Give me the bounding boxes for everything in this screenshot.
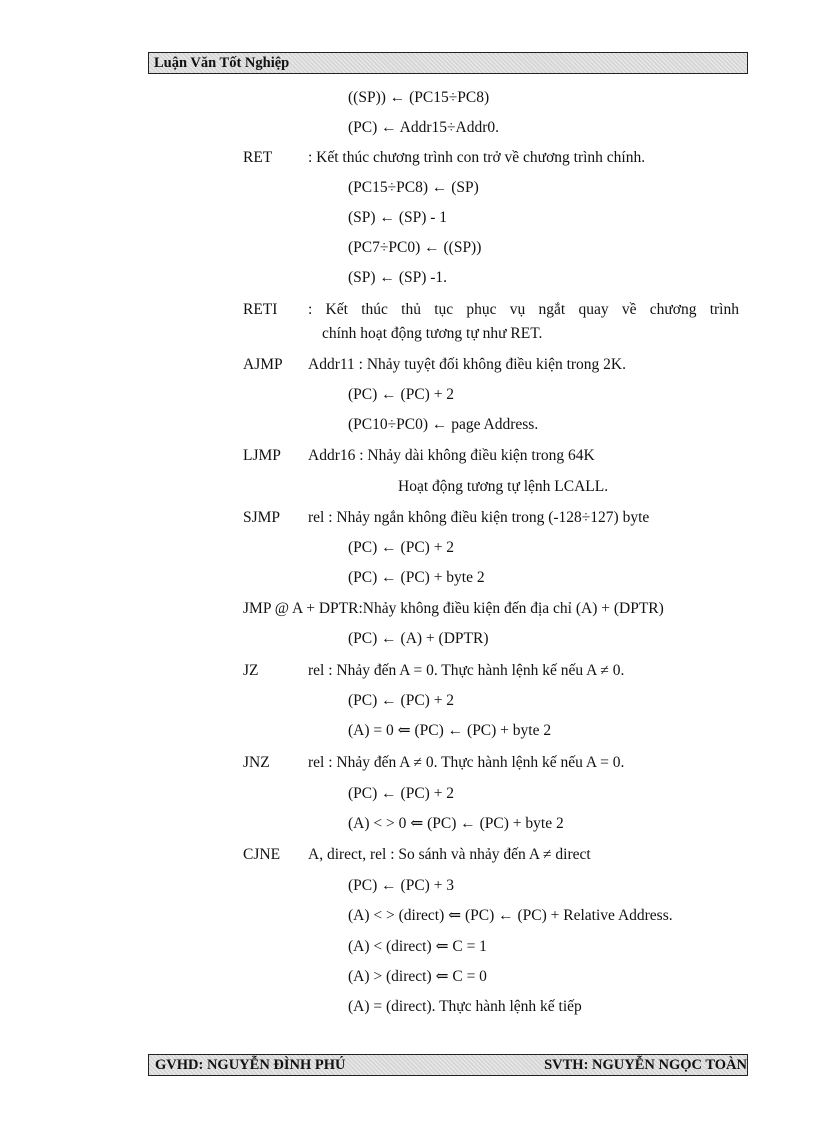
instruction-label: JZ [243, 662, 259, 679]
body-line: (SP) ← (SP) - 1 [348, 209, 448, 226]
body-line: (PC7÷PC0) ← ((SP)) [348, 239, 482, 256]
body-line: (A) = (direct). Thực hành lệnh kế tiếp [348, 998, 582, 1015]
header-title: Luận Văn Tốt Nghiệp [154, 55, 290, 71]
body-line: (A) > (direct) ⇐ C = 0 [348, 968, 487, 985]
footer-student: SVTH: NGUYỄN NGỌC TOÀN [544, 1057, 747, 1073]
body-line: (PC) ← (A) + (DPTR) [348, 630, 489, 647]
body-line: (PC) ← (PC) + 2 [348, 386, 455, 403]
instruction-label: RETI [243, 301, 278, 318]
instruction-desc: : Kết thúc thủ tục phục vụ ngắt quay về chương trình [308, 301, 739, 318]
body-line: (PC) ← (PC) + byte 2 [348, 569, 485, 586]
body-line: (PC) ← Addr15÷Addr0. [348, 119, 500, 136]
body-line: (PC10÷PC0) ← page Address. [348, 416, 539, 433]
body-line: (PC) ← (PC) + 2 [348, 692, 455, 709]
body-line: (A) < (direct) ⇐ C = 1 [348, 938, 487, 955]
body-line: ((SP)) ← (PC15÷PC8) [348, 89, 490, 106]
body-line: (A) = 0 ⇐ (PC) ← (PC) + byte 2 [348, 722, 552, 739]
footer-advisor: GVHD: NGUYỄN ĐÌNH PHÚ [155, 1057, 346, 1073]
instruction-desc: A, direct, rel : So sánh và nhảy đến A ≠ direct [308, 846, 591, 863]
body-line: (PC) ← (PC) + 2 [348, 539, 455, 556]
body-line: Hoạt động tương tự lệnh LCALL. [398, 478, 609, 495]
instruction-label: AJMP [243, 356, 283, 373]
instruction-desc: Addr11 : Nhảy tuyệt đối không điều kiện trong 2K. [308, 356, 626, 373]
page-footer [148, 1054, 748, 1076]
body-line: (PC) ← (PC) + 3 [348, 877, 455, 894]
body-line: (PC15÷PC8) ← (SP) [348, 179, 479, 196]
instruction-label: RET [243, 149, 273, 166]
instruction-desc: : Kết thúc chương trình con trở về chương trình chính. [308, 149, 646, 166]
instruction-desc-continued: chính hoạt động tương tự như RET. [322, 325, 543, 342]
body-line: (SP) ← (SP) -1. [348, 269, 448, 286]
instruction-desc: rel : Nhảy ngắn không điều kiện trong (-128÷127) byte [308, 509, 650, 526]
body-line: (A) < > 0 ⇐ (PC) ← (PC) + byte 2 [348, 815, 564, 832]
instruction-line: JMP @ A + DPTR:Nhảy không điều kiện đến địa chỉ (A) + (DPTR) [243, 600, 664, 617]
instruction-label: LJMP [243, 447, 281, 464]
instruction-desc: rel : Nhảy đến A = 0. Thực hành lệnh kế nếu A ≠ 0. [308, 662, 625, 679]
instruction-desc: rel : Nhảy đến A ≠ 0. Thực hành lệnh kế nếu A = 0. [308, 754, 625, 771]
instruction-label: SJMP [243, 509, 281, 526]
instruction-label: JNZ [243, 754, 270, 771]
body-line: (A) < > (direct) ⇐ (PC) ← (PC) + Relative Address. [348, 907, 673, 924]
instruction-desc: Addr16 : Nhảy dài không điều kiện trong 64K [308, 447, 595, 464]
instruction-label: CJNE [243, 846, 281, 863]
body-line: (PC) ← (PC) + 2 [348, 785, 455, 802]
